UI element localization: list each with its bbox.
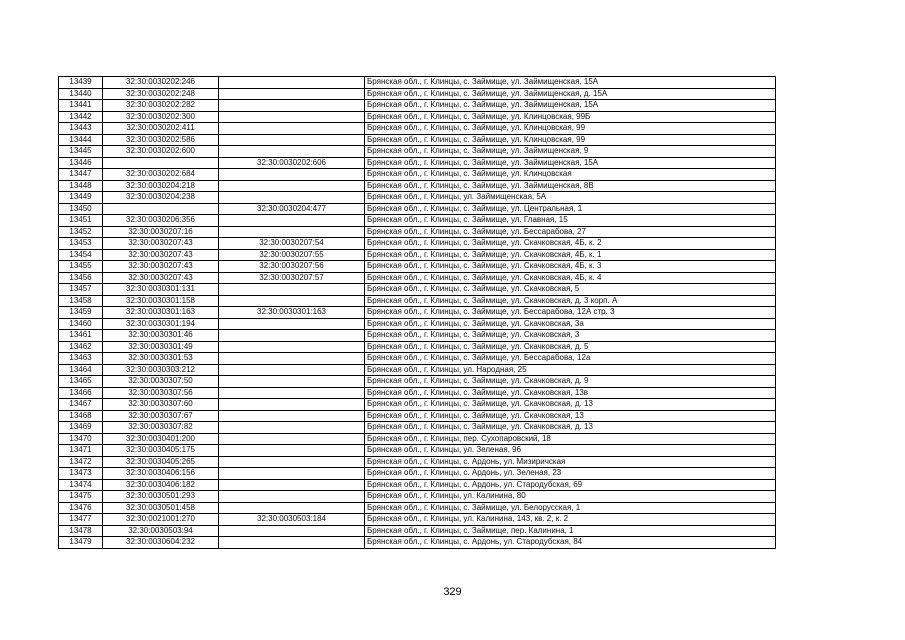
address-cell: Брянская обл., г. Клинцы, с. Займище, ул. Скачковская, 13в bbox=[365, 387, 776, 399]
table-row bbox=[59, 272, 776, 284]
cadastral-number-cell: 32:30:0030301:46 bbox=[103, 330, 219, 342]
linked-cadastral-number-cell: 32:30:0030207:56 bbox=[219, 261, 365, 273]
row-number-cell: 13479 bbox=[59, 537, 103, 549]
address-cell: Брянская обл., г. Клинцы, с. Займище, ул. Займищенская, 15А bbox=[365, 77, 776, 89]
row-number-cell: 13441 bbox=[59, 100, 103, 112]
cadastral-number-cell: 32:30:0030204:218 bbox=[103, 180, 219, 192]
table-row bbox=[59, 387, 776, 399]
row-number-cell: 13440 bbox=[59, 88, 103, 100]
cadastral-number-cell: 32:30:0030202:586 bbox=[103, 134, 219, 146]
cadastral-number-cell: 32:30:0030202:411 bbox=[103, 123, 219, 135]
address-cell: Брянская обл., г. Клинцы, с. Займище, ул. Бессарабова, 27 bbox=[365, 226, 776, 238]
cadastral-number-cell: 32:30:0030503:94 bbox=[103, 525, 219, 537]
page-number: 329 bbox=[443, 586, 462, 598]
address-cell: Брянская обл., г. Клинцы, с. Займище, ул. Займищенская, 15А bbox=[365, 157, 776, 169]
cadastral-number-cell: 32:30:0030307:56 bbox=[103, 387, 219, 399]
row-number-cell: 13443 bbox=[59, 123, 103, 135]
cadastral-number-cell: 32:30:0030405:175 bbox=[103, 445, 219, 457]
row-number-cell: 13466 bbox=[59, 387, 103, 399]
row-number-cell: 13474 bbox=[59, 479, 103, 491]
linked-cadastral-number-cell bbox=[219, 353, 365, 365]
table-row bbox=[59, 456, 776, 468]
table-row bbox=[59, 376, 776, 388]
table-row bbox=[59, 353, 776, 365]
cadastral-number-cell: 32:30:0030301:163 bbox=[103, 307, 219, 319]
cadastral-number-cell: 32:30:0030207:16 bbox=[103, 226, 219, 238]
linked-cadastral-number-cell bbox=[219, 330, 365, 342]
address-cell: Брянская обл., г. Клинцы, ул. Калинина, 80 bbox=[365, 491, 776, 503]
linked-cadastral-number-cell: 32:30:0030207:55 bbox=[219, 249, 365, 261]
address-cell: Брянская обл., г. Клинцы, с. Займище, ул. Клинцовская bbox=[365, 169, 776, 181]
cadastral-number-cell: 32:30:0030202:600 bbox=[103, 146, 219, 158]
row-number-cell: 13449 bbox=[59, 192, 103, 204]
address-cell: Брянская обл., г. Клинцы, с. Займище, ул. Займищенская, 15А bbox=[365, 100, 776, 112]
address-cell: Брянская обл., г. Клинцы, с. Займище, ул. Скачковская, д. 3 корп. А bbox=[365, 295, 776, 307]
address-cell: Брянская обл., г. Клинцы, с. Ардонь, ул. Зеленая, 23 bbox=[365, 468, 776, 480]
table-row bbox=[59, 261, 776, 273]
row-number-cell: 13459 bbox=[59, 307, 103, 319]
property-table bbox=[58, 76, 776, 549]
cadastral-number-cell: 32:30:0030207:43 bbox=[103, 238, 219, 250]
cadastral-number-cell bbox=[103, 203, 219, 215]
linked-cadastral-number-cell bbox=[219, 134, 365, 146]
address-cell: Брянская обл., г. Клинцы, с. Займище, ул. Скачковская, 4Б, к. 4 bbox=[365, 272, 776, 284]
address-cell: Брянская обл., г. Клинцы, с. Займище, ул. Займищенская, 8В bbox=[365, 180, 776, 192]
address-cell: Брянская обл., г. Клинцы, ул. Народная, 25 bbox=[365, 364, 776, 376]
cadastral-number-cell: 32:30:0030406:182 bbox=[103, 479, 219, 491]
table-row bbox=[59, 537, 776, 549]
linked-cadastral-number-cell bbox=[219, 169, 365, 181]
row-number-cell: 13462 bbox=[59, 341, 103, 353]
cadastral-number-cell: 32:30:0030303:212 bbox=[103, 364, 219, 376]
address-cell: Брянская обл., г. Клинцы, с. Займище, ул. Скачковская, 3а bbox=[365, 318, 776, 330]
cadastral-number-cell: 32:30:0030604:232 bbox=[103, 537, 219, 549]
row-number-cell: 13453 bbox=[59, 238, 103, 250]
cadastral-number-cell: 32:30:0030501:293 bbox=[103, 491, 219, 503]
address-cell: Брянская обл., г. Клинцы, с. Займище, ул. Клинцовская, 99 bbox=[365, 134, 776, 146]
row-number-cell: 13464 bbox=[59, 364, 103, 376]
cadastral-number-cell: 32:30:0030202:282 bbox=[103, 100, 219, 112]
cadastral-number-cell: 32:30:0030207:43 bbox=[103, 261, 219, 273]
row-number-cell: 13472 bbox=[59, 456, 103, 468]
table-row bbox=[59, 479, 776, 491]
address-cell: Брянская обл., г. Клинцы, с. Займище, ул. Бессарабова, 12а bbox=[365, 353, 776, 365]
row-number-cell: 13470 bbox=[59, 433, 103, 445]
linked-cadastral-number-cell bbox=[219, 100, 365, 112]
linked-cadastral-number-cell bbox=[219, 180, 365, 192]
cadastral-number-cell: 32:30:0030307:50 bbox=[103, 376, 219, 388]
row-number-cell: 13478 bbox=[59, 525, 103, 537]
table-row bbox=[59, 203, 776, 215]
table-row bbox=[59, 433, 776, 445]
row-number-cell: 13451 bbox=[59, 215, 103, 227]
row-number-cell: 13448 bbox=[59, 180, 103, 192]
table-row bbox=[59, 88, 776, 100]
address-cell: Брянская обл., г. Клинцы, с. Займище, ул. Скачковская, 4Б, к. 1 bbox=[365, 249, 776, 261]
cadastral-number-cell: 32:30:0030401:200 bbox=[103, 433, 219, 445]
linked-cadastral-number-cell bbox=[219, 502, 365, 514]
table-row bbox=[59, 491, 776, 503]
linked-cadastral-number-cell bbox=[219, 215, 365, 227]
linked-cadastral-number-cell bbox=[219, 341, 365, 353]
linked-cadastral-number-cell bbox=[219, 295, 365, 307]
linked-cadastral-number-cell bbox=[219, 525, 365, 537]
row-number-cell: 13477 bbox=[59, 514, 103, 526]
cadastral-number-cell: 32:30:0030206:356 bbox=[103, 215, 219, 227]
cadastral-number-cell: 32:30:0030202:248 bbox=[103, 88, 219, 100]
linked-cadastral-number-cell bbox=[219, 88, 365, 100]
table-row bbox=[59, 514, 776, 526]
address-cell: Брянская обл., г. Клинцы, с. Займище, ул. Займищенская, 9 bbox=[365, 146, 776, 158]
linked-cadastral-number-cell bbox=[219, 537, 365, 549]
row-number-cell: 13447 bbox=[59, 169, 103, 181]
row-number-cell: 13455 bbox=[59, 261, 103, 273]
row-number-cell: 13458 bbox=[59, 295, 103, 307]
cadastral-number-cell: 32:30:0030301:194 bbox=[103, 318, 219, 330]
table-row bbox=[59, 180, 776, 192]
table-row bbox=[59, 410, 776, 422]
address-cell: Брянская обл., г. Клинцы, ул. Калинина, 143, кв. 2, к. 2 bbox=[365, 514, 776, 526]
row-number-cell: 13445 bbox=[59, 146, 103, 158]
linked-cadastral-number-cell bbox=[219, 387, 365, 399]
linked-cadastral-number-cell: 32:30:0030503:184 bbox=[219, 514, 365, 526]
table-row bbox=[59, 284, 776, 296]
linked-cadastral-number-cell: 32:30:0030202:606 bbox=[219, 157, 365, 169]
row-number-cell: 13450 bbox=[59, 203, 103, 215]
cadastral-number-cell: 32:30:0030301:131 bbox=[103, 284, 219, 296]
row-number-cell: 13452 bbox=[59, 226, 103, 238]
address-cell: Брянская обл., г. Клинцы, с. Займище, ул. Главная, 15 bbox=[365, 215, 776, 227]
table-row bbox=[59, 399, 776, 411]
table-row bbox=[59, 215, 776, 227]
table-row bbox=[59, 502, 776, 514]
linked-cadastral-number-cell bbox=[219, 468, 365, 480]
table-row bbox=[59, 318, 776, 330]
cadastral-number-cell: 32:30:0030301:158 bbox=[103, 295, 219, 307]
table-row bbox=[59, 192, 776, 204]
cadastral-number-cell: 32:30:0030207:43 bbox=[103, 249, 219, 261]
cadastral-number-cell: 32:30:0030307:67 bbox=[103, 410, 219, 422]
table-row bbox=[59, 295, 776, 307]
row-number-cell: 13475 bbox=[59, 491, 103, 503]
address-cell: Брянская обл., г. Клинцы, с. Займище, ул. Скачковская, д. 13 bbox=[365, 399, 776, 411]
linked-cadastral-number-cell bbox=[219, 364, 365, 376]
address-cell: Брянская обл., г. Клинцы, с. Займище, пер. Калинина, 1 bbox=[365, 525, 776, 537]
table-row bbox=[59, 226, 776, 238]
address-cell: Брянская обл., г. Клинцы, с. Займище, ул. Скачковская, 4Б, к. 2 bbox=[365, 238, 776, 250]
row-number-cell: 13442 bbox=[59, 111, 103, 123]
cadastral-number-cell: 32:30:0030202:246 bbox=[103, 77, 219, 89]
linked-cadastral-number-cell bbox=[219, 318, 365, 330]
table-row bbox=[59, 238, 776, 250]
address-cell: Брянская обл., г. Клинцы, с. Займище, ул. Скачковская, 3 bbox=[365, 330, 776, 342]
cadastral-number-cell: 32:30:0030307:60 bbox=[103, 399, 219, 411]
row-number-cell: 13446 bbox=[59, 157, 103, 169]
table-row bbox=[59, 111, 776, 123]
address-cell: Брянская обл., г. Клинцы, с. Займище, ул. Скачковская, 5 bbox=[365, 284, 776, 296]
address-cell: Брянская обл., г. Клинцы, ул. Займищенская, 5А bbox=[365, 192, 776, 204]
row-number-cell: 13444 bbox=[59, 134, 103, 146]
row-number-cell: 13457 bbox=[59, 284, 103, 296]
table-row bbox=[59, 169, 776, 181]
address-cell: Брянская обл., г. Клинцы, с. Займище, ул. Скачковская, д. 13 bbox=[365, 422, 776, 434]
address-cell: Брянская обл., г. Клинцы, пер. Сухопаровский, 18 bbox=[365, 433, 776, 445]
address-cell: Брянская обл., г. Клинцы, с. Займище, ул. Скачковская, 4Б, к. 3 bbox=[365, 261, 776, 273]
linked-cadastral-number-cell bbox=[219, 491, 365, 503]
row-number-cell: 13463 bbox=[59, 353, 103, 365]
linked-cadastral-number-cell bbox=[219, 192, 365, 204]
cadastral-number-cell: 32:30:0030301:49 bbox=[103, 341, 219, 353]
table-row bbox=[59, 123, 776, 135]
linked-cadastral-number-cell bbox=[219, 146, 365, 158]
linked-cadastral-number-cell bbox=[219, 456, 365, 468]
cadastral-number-cell: 32:30:0030405:265 bbox=[103, 456, 219, 468]
linked-cadastral-number-cell: 32:30:0030207:57 bbox=[219, 272, 365, 284]
address-cell: Брянская обл., г. Клинцы, с. Ардонь, ул. Мизиричская bbox=[365, 456, 776, 468]
linked-cadastral-number-cell: 32:30:0030207:54 bbox=[219, 238, 365, 250]
table-row bbox=[59, 307, 776, 319]
linked-cadastral-number-cell bbox=[219, 422, 365, 434]
cadastral-number-cell bbox=[103, 157, 219, 169]
cadastral-number-cell: 32:30:0030207:43 bbox=[103, 272, 219, 284]
address-cell: Брянская обл., г. Клинцы, с. Займище, ул. Бессарабова, 12А стр. 3 bbox=[365, 307, 776, 319]
cadastral-number-cell: 32:30:0030307:82 bbox=[103, 422, 219, 434]
table-row bbox=[59, 330, 776, 342]
cadastral-number-cell: 32:30:0021001:270 bbox=[103, 514, 219, 526]
address-cell: Брянская обл., г. Клинцы, с. Займище, ул. Клинцовская, 99 bbox=[365, 123, 776, 135]
cadastral-number-cell: 32:30:0030406:156 bbox=[103, 468, 219, 480]
address-cell: Брянская обл., г. Клинцы, с. Займище, ул. Белорусская, 1 bbox=[365, 502, 776, 514]
cadastral-number-cell: 32:30:0030202:684 bbox=[103, 169, 219, 181]
address-cell: Брянская обл., г. Клинцы, с. Займище, ул. Скачковская, 13 bbox=[365, 410, 776, 422]
cadastral-number-cell: 32:30:0030204:238 bbox=[103, 192, 219, 204]
linked-cadastral-number-cell bbox=[219, 376, 365, 388]
address-cell: Брянская обл., г. Клинцы, ул. Зеленая, 96 bbox=[365, 445, 776, 457]
linked-cadastral-number-cell bbox=[219, 479, 365, 491]
linked-cadastral-number-cell: 32:30:0030301:163 bbox=[219, 307, 365, 319]
table-row bbox=[59, 445, 776, 457]
table-row bbox=[59, 134, 776, 146]
linked-cadastral-number-cell: 32:30:0030204:477 bbox=[219, 203, 365, 215]
table-row bbox=[59, 249, 776, 261]
linked-cadastral-number-cell bbox=[219, 77, 365, 89]
linked-cadastral-number-cell bbox=[219, 410, 365, 422]
row-number-cell: 13460 bbox=[59, 318, 103, 330]
cadastral-number-cell: 32:30:0030301:53 bbox=[103, 353, 219, 365]
row-number-cell: 13439 bbox=[59, 77, 103, 89]
linked-cadastral-number-cell bbox=[219, 284, 365, 296]
cadastral-number-cell: 32:30:0030202:300 bbox=[103, 111, 219, 123]
table-row bbox=[59, 341, 776, 353]
table-row bbox=[59, 157, 776, 169]
cadastral-number-cell: 32:30:0030501:458 bbox=[103, 502, 219, 514]
table-row bbox=[59, 422, 776, 434]
row-number-cell: 13454 bbox=[59, 249, 103, 261]
linked-cadastral-number-cell bbox=[219, 123, 365, 135]
address-cell: Брянская обл., г. Клинцы, с. Займище, ул. Скачковская, д. 9 bbox=[365, 376, 776, 388]
linked-cadastral-number-cell bbox=[219, 399, 365, 411]
row-number-cell: 13467 bbox=[59, 399, 103, 411]
table-row bbox=[59, 468, 776, 480]
row-number-cell: 13456 bbox=[59, 272, 103, 284]
address-cell: Брянская обл., г. Клинцы, с. Займище, ул. Займищенская, д. 15А bbox=[365, 88, 776, 100]
linked-cadastral-number-cell bbox=[219, 433, 365, 445]
linked-cadastral-number-cell bbox=[219, 226, 365, 238]
row-number-cell: 13469 bbox=[59, 422, 103, 434]
linked-cadastral-number-cell bbox=[219, 445, 365, 457]
row-number-cell: 13465 bbox=[59, 376, 103, 388]
address-cell: Брянская обл., г. Клинцы, с. Займище, ул. Центральная, 1 bbox=[365, 203, 776, 215]
linked-cadastral-number-cell bbox=[219, 111, 365, 123]
table-row bbox=[59, 525, 776, 537]
table-row bbox=[59, 100, 776, 112]
address-cell: Брянская обл., г. Клинцы, с. Ардонь, ул. Стародубская, 69 bbox=[365, 479, 776, 491]
table-row bbox=[59, 146, 776, 158]
row-number-cell: 13461 bbox=[59, 330, 103, 342]
address-cell: Брянская обл., г. Клинцы, с. Займище, ул. Клинцовская, 99Б bbox=[365, 111, 776, 123]
row-number-cell: 13471 bbox=[59, 445, 103, 457]
property-table-body bbox=[59, 77, 776, 549]
address-cell: Брянская обл., г. Клинцы, с. Ардонь, ул. Стародубская, 84 bbox=[365, 537, 776, 549]
table-row bbox=[59, 364, 776, 376]
row-number-cell: 13476 bbox=[59, 502, 103, 514]
row-number-cell: 13468 bbox=[59, 410, 103, 422]
address-cell: Брянская обл., г. Клинцы, с. Займище, ул. Скачковская, д. 5 bbox=[365, 341, 776, 353]
table-row bbox=[59, 77, 776, 89]
row-number-cell: 13473 bbox=[59, 468, 103, 480]
